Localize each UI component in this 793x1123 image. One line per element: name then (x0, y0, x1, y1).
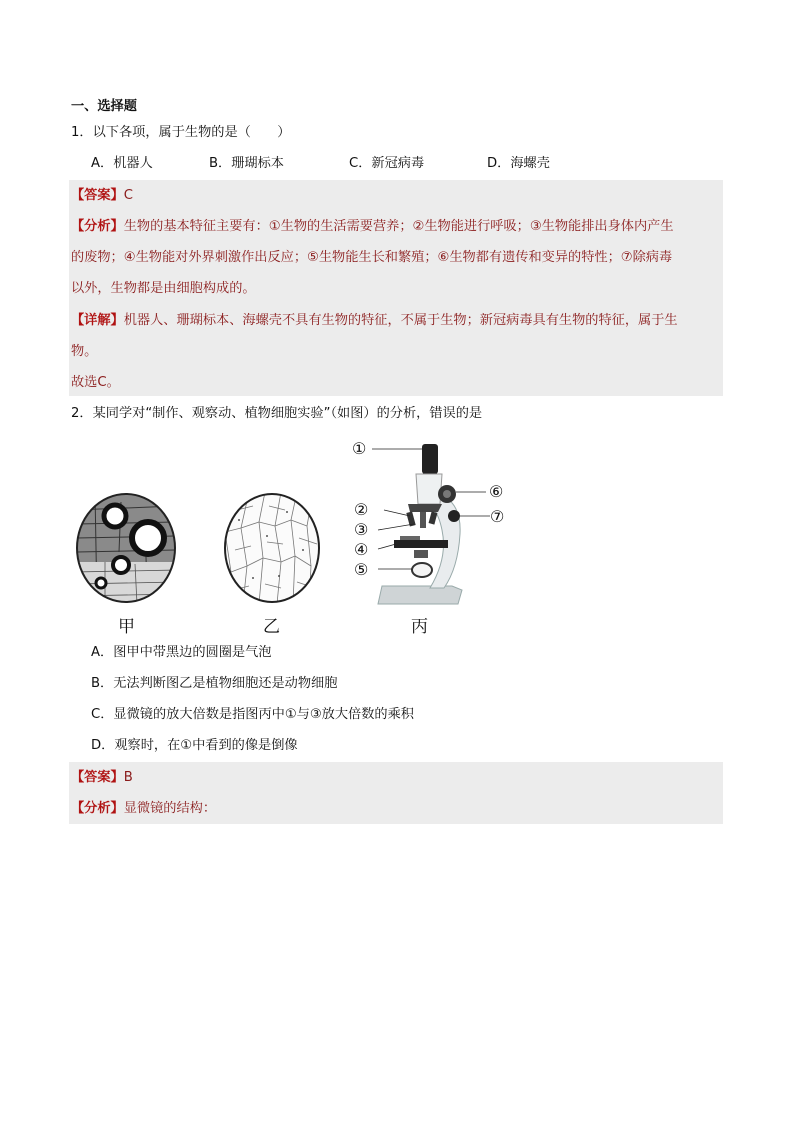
q1-analysis-line-2: 的废物；④生物能对外界刺激作出反应；⑤生物能生长和繁殖；⑥生物都有遗传和变异的特性；⑦除病毒 (71, 250, 673, 265)
q2-stem: 2．某同学对“制作、观察动、植物细胞实验”（如图）的分析，错误的是 (71, 406, 483, 421)
q1-analysis-line-3: 以外，生物都是由细胞构成的。 (71, 281, 256, 296)
q1-answer (71, 186, 133, 206)
q1-analysis-line-1 (71, 217, 674, 237)
analysis-text: 生物的基本特征主要有：①生物的生活需要营养；②生物能进行呼吸；③生物能排出身体内产生 (123, 219, 674, 234)
section-title: 一、选择题 (71, 99, 137, 114)
figure-label-jia: 甲 (118, 617, 135, 637)
detail-text: 机器人、珊瑚标本、海螺壳不具有生物的特征，不属于生物；新冠病毒具有生物的特征，属于生 (123, 313, 678, 328)
callout-5: ⑤ (354, 560, 369, 579)
q2-option-d: D．观察时，在①中看到的像是倒像 (91, 738, 298, 753)
analysis-text: 显微镜的结构： (123, 801, 217, 816)
callout-6: ⑥ (489, 482, 504, 501)
callout-1: ① (352, 439, 367, 458)
detail-tag: 【详解】 (71, 313, 124, 328)
analysis-tag: 【分析】 (71, 219, 124, 234)
analysis-tag: 【分析】 (71, 801, 124, 816)
answer-tag: 【答案】 (71, 188, 124, 203)
q1-option-d: D．海螺壳 (487, 156, 550, 171)
figure-label-yi: 乙 (263, 617, 280, 637)
figure-label-bing: 丙 (411, 617, 428, 637)
q1-detail-line-2: 物。 (71, 344, 98, 359)
figure-bing-microscope (344, 438, 514, 610)
answer-value: C (123, 188, 133, 203)
q2-answer (71, 768, 133, 788)
figure-jia-image (75, 492, 177, 604)
q2-option-b: B．无法判断图乙是植物细胞还是动物细胞 (91, 676, 338, 691)
q1-conclusion: 故选C。 (71, 375, 120, 390)
figure-yi-image (223, 492, 321, 604)
q1-detail-line-1 (71, 311, 678, 331)
callout-4: ④ (354, 540, 369, 559)
q2-analysis (71, 799, 216, 819)
callout-3: ③ (354, 520, 369, 539)
callout-7: ⑦ (490, 507, 505, 526)
q1-option-a: A．机器人 (91, 156, 153, 171)
q1-stem: 1．以下各项，属于生物的是（ ） (71, 125, 291, 140)
q1-option-c: C．新冠病毒 (349, 156, 425, 171)
q2-option-a: A．图甲中带黑边的圆圈是气泡 (91, 645, 272, 660)
q1-option-b: B．珊瑚标本 (209, 156, 284, 171)
answer-value: B (123, 770, 133, 785)
q2-option-c: C．显微镜的放大倍数是指图丙中①与③放大倍数的乘积 (91, 707, 414, 722)
callout-2: ② (354, 500, 369, 519)
answer-tag: 【答案】 (71, 770, 124, 785)
